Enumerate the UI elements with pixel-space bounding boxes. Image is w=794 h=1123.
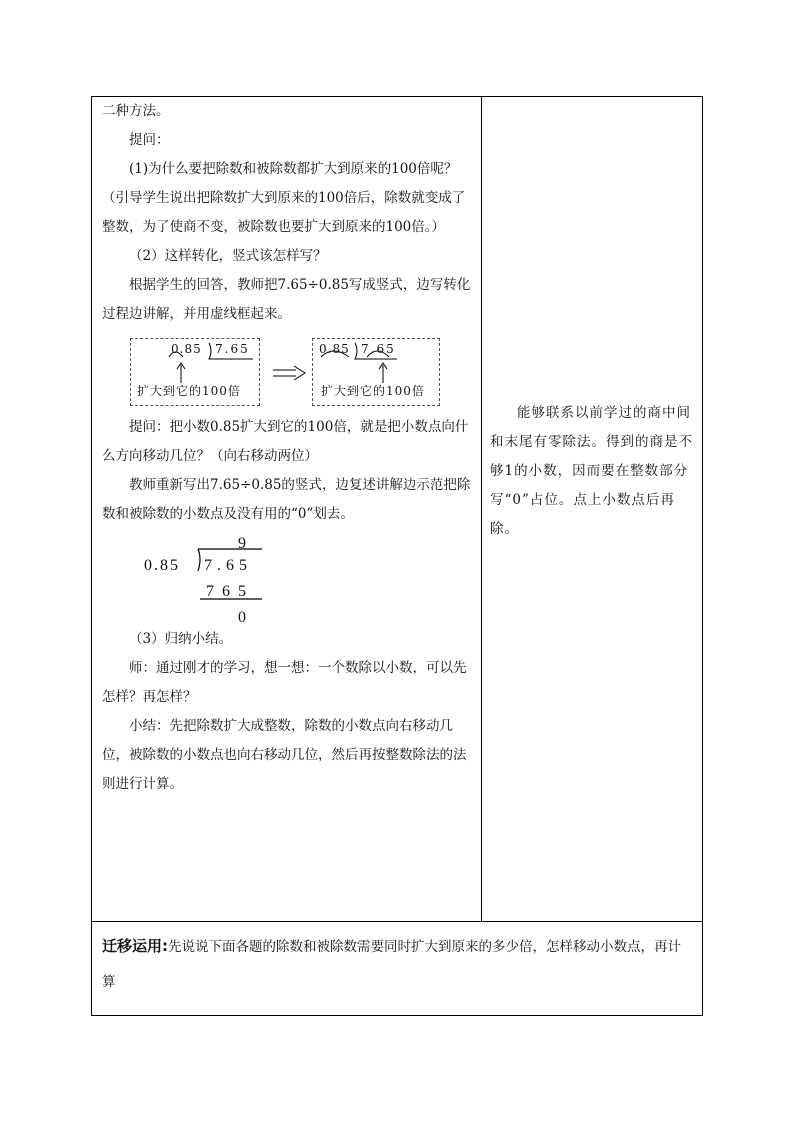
paragraph-summary-step: （3）归纳小结。 [129, 631, 233, 647]
product: 765 [206, 583, 254, 600]
divisor: 0.85 [144, 557, 180, 574]
paragraph-teacher-asks: 师：通过刚才的学习，想一想：一个数除以小数，可以先怎样？再怎样？ [102, 660, 467, 705]
remainder: 0 [238, 609, 251, 626]
box1-label: 扩大到它的100倍 [137, 384, 241, 398]
section-text: 先说说下面各题的除数和被除数需要同时扩大到原来的多少倍，怎样移动小数点，再计算 [102, 939, 681, 990]
conversion-diagram [102, 329, 474, 413]
paragraph-question-3: 提问：把小数0.85扩大到它的100倍，就是把小数点向什么方向移动几位？（向右移动两位） [102, 419, 469, 464]
section-heading: 迁移运用: [102, 937, 168, 955]
box2-divisor: 0.85 [319, 342, 350, 356]
row-divider [92, 921, 702, 922]
box2-dividend: 7.65 [361, 342, 396, 356]
transfer-application-row [102, 929, 694, 1000]
column-divider [481, 97, 482, 921]
box1-dividend: 7.65 [215, 342, 250, 356]
paragraph-summary: 小结：先把除数扩大成整数，除数的小数点向右移动几位，被除数的小数点也向右移动几位，然后再按整数除法的法则进行计算。 [102, 718, 467, 792]
design-intent-column: 能够联系以前学过的商中间和末尾有零除法。得到的商是不够1的小数，因而要在整数部分写“0”占位。点上小数点后再除。 [490, 405, 693, 537]
lesson-table [91, 96, 703, 1016]
paragraph-question-1: (1)为什么要把除数和被除数都扩大到原来的100倍呢？（引导学生说出把除数扩大到原来的100倍后，除数就变成了整数，为了使商不变，被除数也要扩大到原来的100倍。） [102, 161, 466, 235]
teaching-process-column [102, 97, 474, 799]
box2-label: 扩大到它的100倍 [321, 384, 425, 398]
long-division [102, 529, 474, 625]
right-arrow-icon [272, 365, 306, 381]
paragraph-question-label: 提问： [129, 132, 170, 148]
paragraph-teacher-rewrites: 教师重新写出7.65÷0.85的竖式，边复述讲解边示范把除数和被除数的小数点及没有用的“0”划去。 [102, 477, 471, 522]
dividend: 7.65 [204, 557, 252, 574]
paragraph-1: 二种方法。 [102, 103, 170, 119]
quotient: 9 [238, 535, 251, 552]
conversion-box-after [312, 338, 440, 406]
paragraph-question-2: （2）这样转化，竖式该怎样写？ [129, 248, 327, 264]
box1-divisor: 0.85 [171, 342, 202, 356]
paragraph-teacher-writes: 根据学生的回答，教师把7.65÷0.85写成竖式，边写转化过程边讲解，并用虚线框起来。 [102, 277, 471, 322]
conversion-box-before [130, 338, 260, 406]
